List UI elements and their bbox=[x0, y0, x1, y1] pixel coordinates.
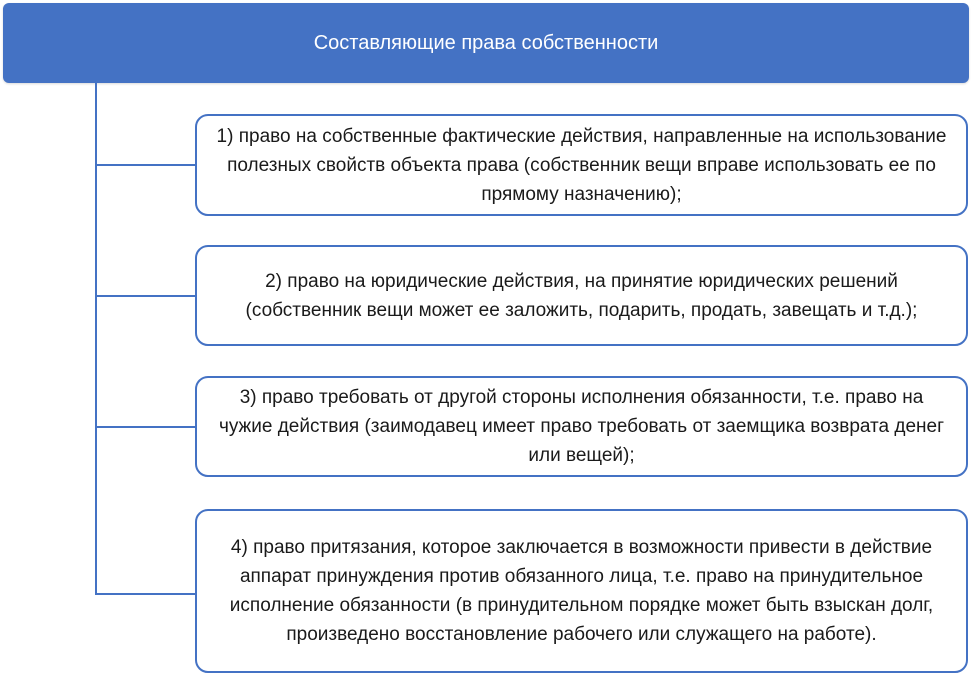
item-text-4: 4) право притязания, которое заключается в возможности привести в действие аппарат принуждения против обязанного лица, т.е. право на принудительное исполнение обязанности (в принудительном порядке может быть взыскан долг, произведено восстановление рабочего или служащего на работе). bbox=[229, 537, 934, 645]
header-title: Составляющие права собственности bbox=[313, 31, 659, 54]
branch-connector-1 bbox=[95, 164, 195, 166]
item-box-1 bbox=[195, 114, 968, 216]
item-box-2 bbox=[195, 245, 968, 346]
item-text-3: 3) право требовать от другой стороны исполнения обязанности, т.е. право на чужие действия (заимодавец имеет право требовать от заемщика возврата денег или вещей); bbox=[218, 387, 945, 466]
vertical-connector-line bbox=[95, 83, 97, 594]
item-box-4 bbox=[195, 509, 968, 673]
branch-connector-2 bbox=[95, 295, 195, 297]
branch-connector-4 bbox=[95, 593, 195, 595]
item-text-2: 2) право на юридические действия, на принятие юридических решений (собственник вещи может ее заложить, подарить, продать, завещать и т.д.); bbox=[245, 270, 918, 321]
diagram-header bbox=[3, 3, 969, 83]
item-box-3 bbox=[195, 376, 968, 477]
branch-connector-3 bbox=[95, 426, 195, 428]
item-text-1: 1) право на собственные фактические действия, направленные на использование полезных свойств объекта права (собственник вещи вправе использовать ее по прямому назначению); bbox=[216, 125, 947, 205]
